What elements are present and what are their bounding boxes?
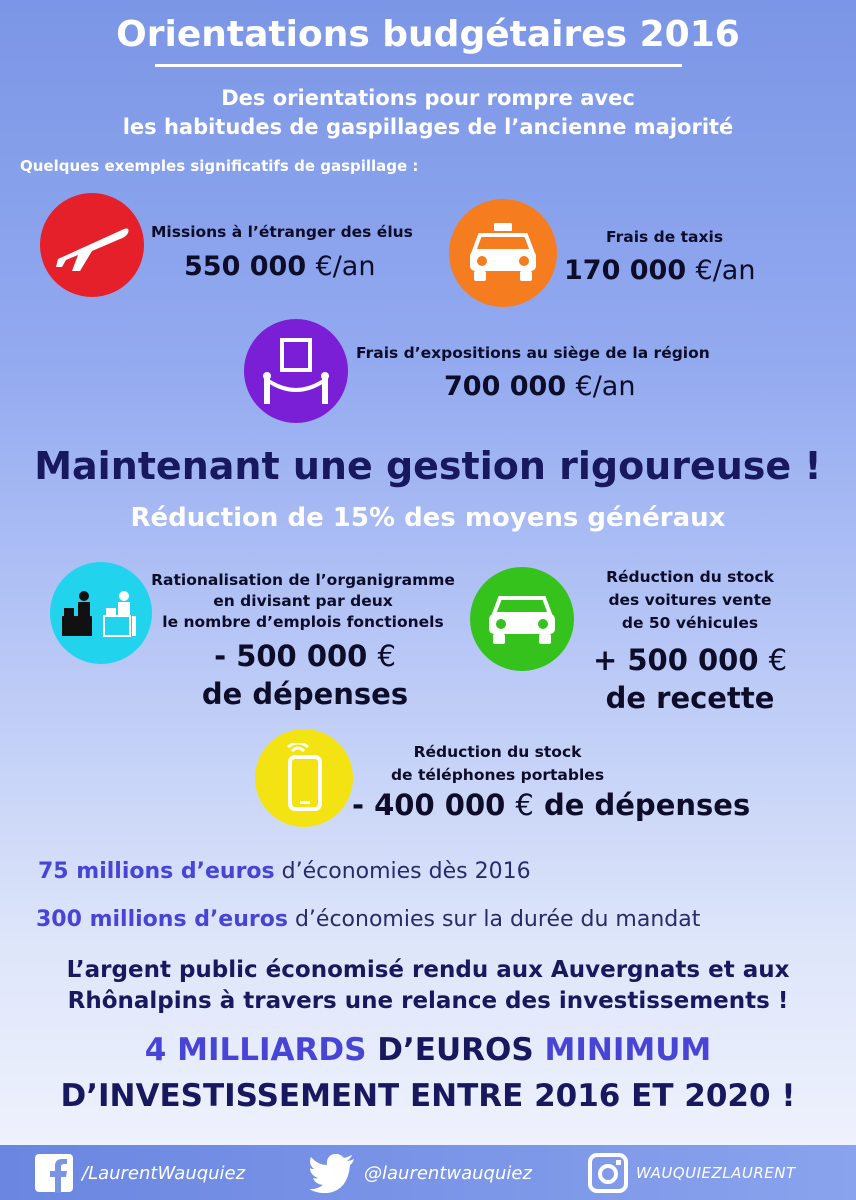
- amount-value: 700 000: [444, 371, 567, 402]
- subtitle-line-1: Des orientations pour rompre avec: [221, 86, 635, 110]
- waste-label-missions: Missions à l’étranger des élus: [151, 223, 413, 241]
- page-title: Orientations budgétaires 2016: [116, 14, 740, 55]
- amount-value: 170 000: [564, 255, 687, 286]
- amount-unit: €/an: [575, 371, 636, 402]
- measure-phones-amount: [352, 786, 750, 824]
- smartphone-icon: [255, 729, 353, 827]
- economies-highlight: 300 millions d’euros: [36, 907, 288, 932]
- amount-unit: €/an: [695, 255, 756, 286]
- waste-label-taxis: Frais de taxis: [606, 228, 724, 246]
- amount-value: 550 000: [184, 251, 307, 282]
- final-highlight-minimum: MINIMUM: [544, 1032, 712, 1068]
- office-workers-icon: [50, 562, 152, 664]
- economies-2016: [38, 859, 531, 884]
- amount-tail: de dépenses: [543, 788, 751, 822]
- car-icon: [470, 567, 574, 671]
- waste-amount-missions: [184, 251, 375, 282]
- subtitle-line-2: les habitudes de gaspillages de l’ancienne majorité: [122, 115, 734, 139]
- economies-text: d’économies sur la durée du mandat: [294, 907, 701, 932]
- amount-value: + 500 000: [592, 643, 759, 677]
- measure-org-line-3: le nombre d’emplois fonctionels: [162, 613, 444, 631]
- measure-org-line-2: en divisant par deux: [213, 592, 393, 610]
- measure-phones-line-2: de téléphones portables: [390, 766, 605, 784]
- facebook-link[interactable]: [34, 1152, 245, 1194]
- measure-cars-line-2: des voitures vente: [608, 591, 772, 609]
- relance-line-2: Rhônalpins à travers une relance des investissements !: [67, 988, 789, 1014]
- final-line-1: [0, 1032, 856, 1068]
- twitter-icon: [308, 1153, 356, 1193]
- waste-amount-taxis: [564, 255, 755, 286]
- economies-highlight: 75 millions d’euros: [38, 859, 275, 884]
- measure-cars-line-3: de 50 véhicules: [621, 614, 759, 632]
- amount-tail: de recette: [605, 681, 775, 715]
- measure-phones-line-1: Réduction du stock: [413, 743, 582, 761]
- facebook-handle: /LaurentWauquiez: [82, 1162, 246, 1184]
- amount-value: - 500 000: [214, 639, 368, 673]
- economies-text: d’économies dès 2016: [281, 859, 531, 884]
- relance-text: [0, 955, 856, 1017]
- relance-line-1: L’argent public économisé rendu aux Auvergnats et aux: [66, 957, 790, 983]
- facebook-icon: [34, 1153, 74, 1193]
- measure-org-line-1: Rationalisation de l’organigramme: [151, 571, 455, 589]
- gestion-subheading: Réduction de 15% des moyens généraux: [130, 503, 726, 533]
- economies-mandat: [36, 907, 700, 932]
- final-highlight-milliards: 4 MILLIARDS: [144, 1032, 367, 1068]
- measure-org-amount: [160, 637, 450, 713]
- final-euros: D’EUROS: [377, 1032, 534, 1068]
- measure-phones-label: [370, 741, 625, 787]
- title-underline: [155, 64, 682, 67]
- taxi-icon: [449, 199, 557, 307]
- amount-unit: €: [768, 643, 788, 677]
- amount-unit: €/an: [315, 251, 376, 282]
- measure-cars-label: [580, 566, 800, 635]
- amount-unit: €: [377, 639, 396, 673]
- measure-cars-line-1: Réduction du stock: [606, 568, 774, 586]
- subtitle: [0, 84, 856, 142]
- amount-value: - 400 000: [352, 788, 506, 822]
- amount-tail: de dépenses: [201, 677, 409, 711]
- instagram-link[interactable]: [588, 1152, 796, 1194]
- measure-org-label: [148, 570, 458, 633]
- gestion-heading: Maintenant une gestion rigoureuse !: [34, 444, 822, 488]
- waste-label-expositions: Frais d’expositions au siège de la région: [356, 344, 710, 362]
- final-line-2: D’INVESTISSEMENT ENTRE 2016 ET 2020 !: [60, 1078, 796, 1114]
- waste-amount-expositions: [444, 371, 635, 402]
- instagram-icon: [588, 1153, 628, 1193]
- twitter-handle: @laurentwauquiez: [364, 1162, 532, 1184]
- airplane-icon: [40, 193, 144, 297]
- examples-label: Quelques exemples significatifs de gaspillage :: [20, 157, 419, 175]
- amount-unit: €: [515, 788, 534, 822]
- exhibition-icon: [244, 319, 348, 423]
- twitter-link[interactable]: [308, 1152, 532, 1194]
- measure-cars-amount: [565, 641, 815, 717]
- instagram-handle: WAUQUIEZLAURENT: [636, 1164, 796, 1182]
